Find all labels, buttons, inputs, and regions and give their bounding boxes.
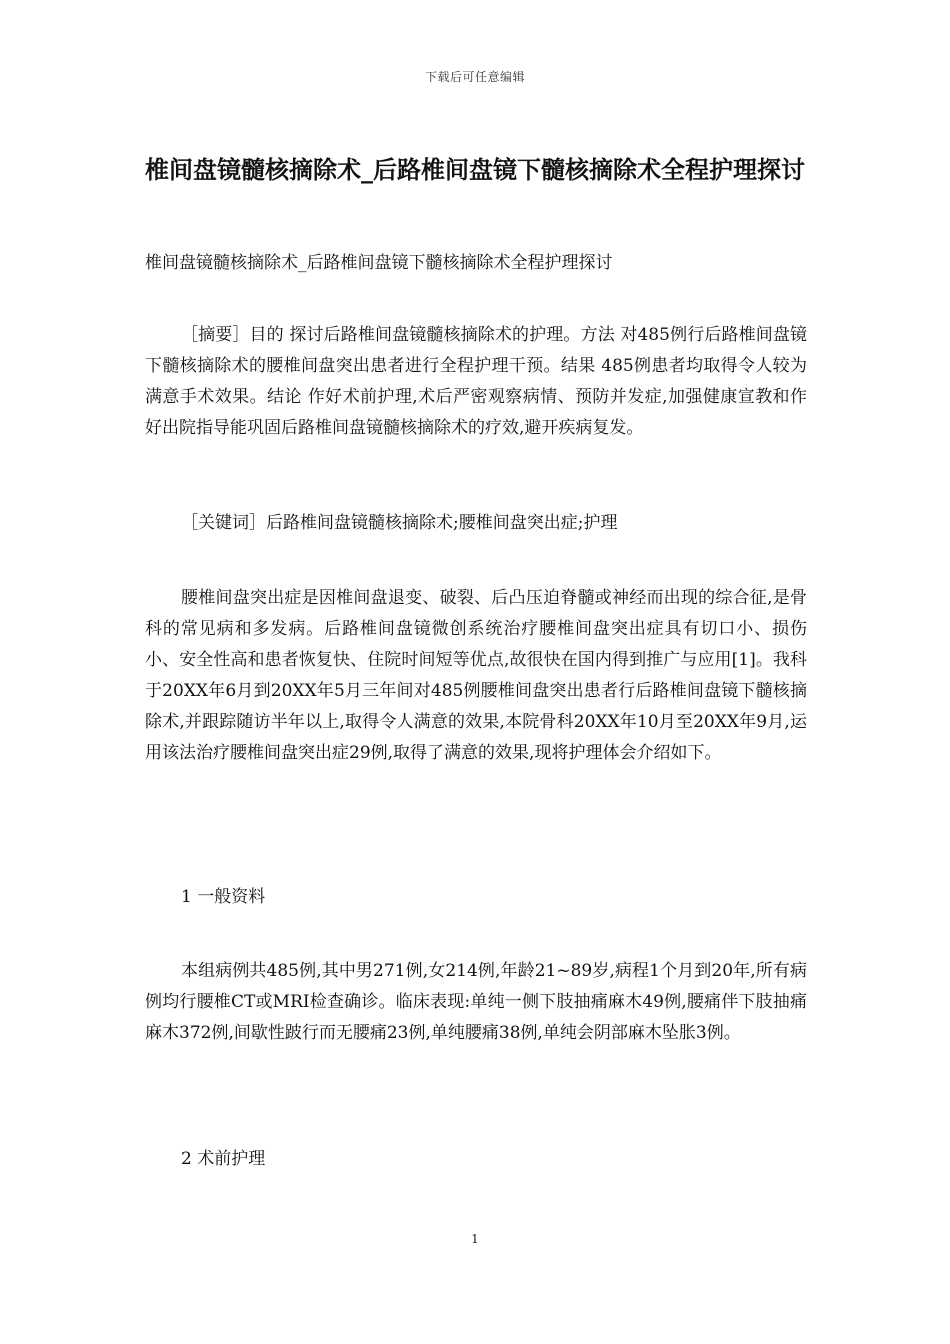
document-title: 椎间盘镜髓核摘除术_后路椎间盘镜下髓核摘除术全程护理探讨 — [145, 155, 805, 184]
page-number: 1 — [471, 1232, 479, 1246]
section-1-heading: 1 一般资料 — [181, 887, 266, 907]
keywords-paragraph: ［关键词］后路椎间盘镜髓核摘除术;腰椎间盘突出症;护理 — [181, 513, 618, 533]
introduction-paragraph: 腰椎间盘突出症是因椎间盘退变、破裂、后凸压迫脊髓或神经而出现的综合征,是骨科的常见病和多发病。后路椎间盘镜微创系统治疗腰椎间盘突出症具有切口小、损伤小、安全性高和患者恢复快、住院时间短等优点,故很快在国内得到推广与应用[1]。我科于20XX年6月到20XX年5月三年间对485例腰椎间盘突出患者行后路椎间盘镜下髓核摘除术,并跟踪随访半年以上,取得令人满意的效果,本院骨科20XX年10月至20XX年9月,运用该法治疗腰椎间盘突出症29例,取得了满意的效果,现将护理体会介绍如下。 — [145, 588, 807, 763]
section-1-body: 本组病例共485例,其中男271例,女214例,年龄21~89岁,病程1个月到20年,所有病例均行腰椎CT或MRI检查确诊。临床表现:单纯一侧下肢抽痛麻木49例,腰痛伴下肢抽痛麻木372例,间歇性跛行而无腰痛23例,单纯腰痛38例,单纯会阴部麻木坠胀3例。 — [145, 961, 807, 1043]
header-note: 下载后可任意编辑 — [424, 70, 525, 84]
document-subtitle: 椎间盘镜髓核摘除术_后路椎间盘镜下髓核摘除术全程护理探讨 — [145, 253, 613, 273]
abstract-paragraph: ［摘要］目的 探讨后路椎间盘镜髓核摘除术的护理。方法 对485例行后路椎间盘镜下髓核摘除术的腰椎间盘突出患者进行全程护理干预。结果 485例患者均取得令人较为满意手术效果。结论 作好术前护理,术后严密观察病情、预防并发症,加强健康宣教和作好出院指导能巩固后路椎间盘镜髓核摘除术的疗效,避开疾病复发。 — [145, 325, 807, 438]
section-2-heading: 2 术前护理 — [181, 1149, 266, 1169]
